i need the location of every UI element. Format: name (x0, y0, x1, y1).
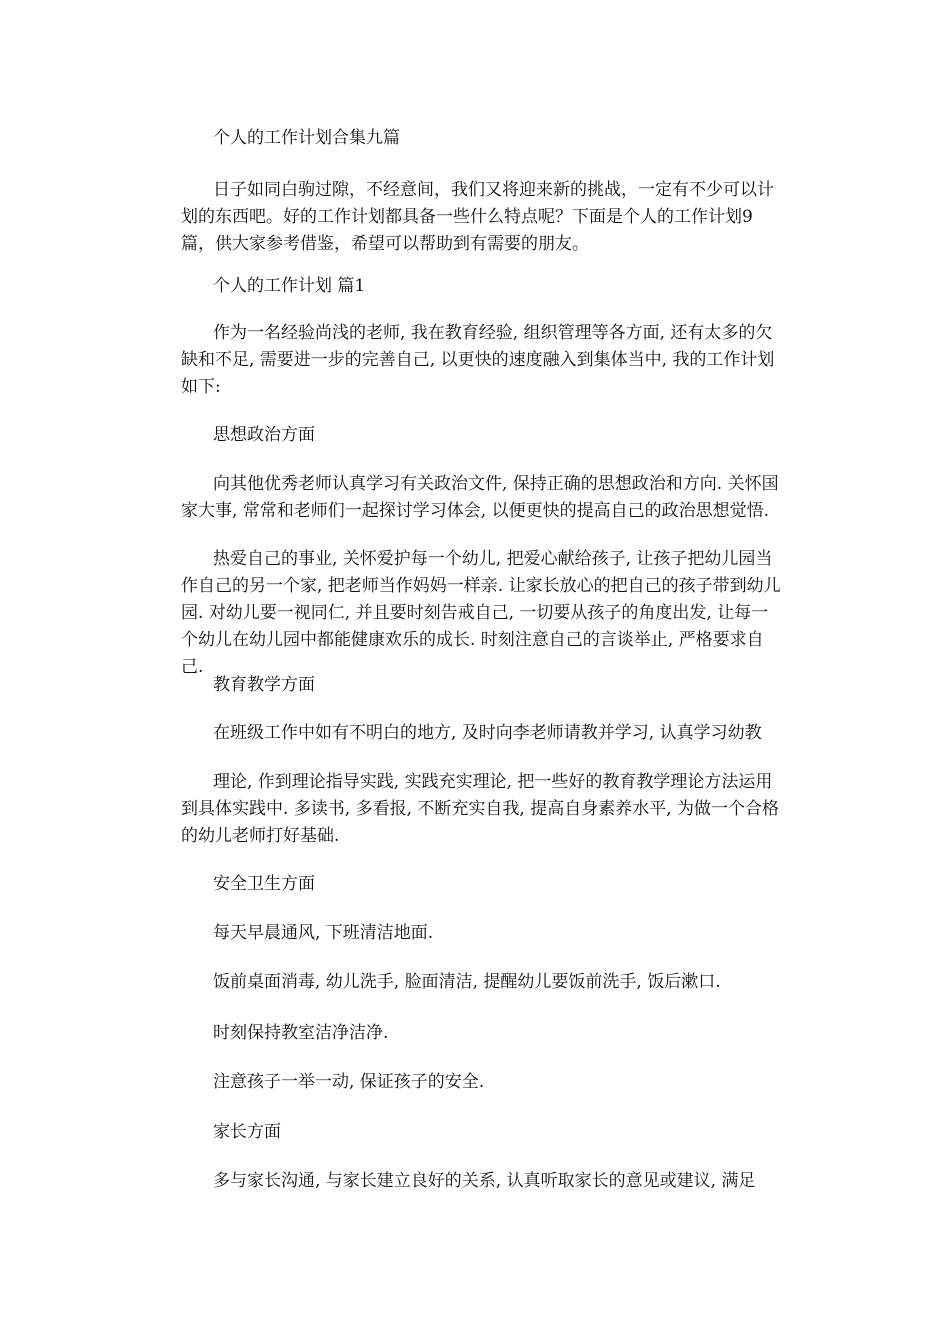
paragraph-5: 理论, 作到理论指导实践, 实践充实理论, 把一些好的教育教学理论方法运用到具体实践中. 多读书, 多看报, 不断充实自我, 提高自身素养水平, 为做一个合格的幼儿老师打好基础. (181, 772, 780, 846)
paragraph-8: 时刻保持教室洁净洁净. (213, 1023, 389, 1043)
document-title: 个人的工作计划合集九篇 (213, 128, 400, 148)
heading-politics: 思想政治方面 (213, 425, 315, 445)
paragraph-4: 在班级工作中如有不明白的地方, 及时向李老师请教并学习, 认真学习幼教 (213, 723, 762, 743)
section-title: 个人的工作计划 篇1 (213, 276, 366, 296)
paragraph-1: 作为一名经验尚浅的老师, 我在教育经验, 组织管理等各方面, 还有太多的欠缺和不足, 需要进一步的完善自己, 以更快的速度融入到集体当中, 我的工作计划如下: (181, 323, 775, 397)
heading-parents: 家长方面 (213, 1122, 281, 1142)
heading-teaching: 教育教学方面 (213, 675, 315, 695)
paragraph-3: 热爱自己的事业, 关怀爱护每一个幼儿, 把爱心献给孩子, 让孩子把幼儿园当作自己的另一个家, 把老师当作妈妈一样亲. 让家长放心的把自己的孩子带到幼儿园. 对幼儿要一视同仁, 并且要时刻告戒自己, 一切要从孩子的角度出发, 让每一个幼儿在幼儿园中都能健康欢乐的成长. 时刻注意自己的言谈举止, 严格要求自己. (181, 549, 781, 677)
paragraph-7: 饭前桌面消毒, 幼儿洗手, 脸面清洁, 提醒幼儿要饭前洗手, 饭后漱口. (213, 972, 721, 992)
intro-paragraph: 日子如同白驹过隙，不经意间，我们又将迎来新的挑战，一定有不少可以计划的东西吧。好的工作计划都具备一些什么特点呢？下面是个人的工作计划9篇，供大家参考借鉴，希望可以帮助到有需要的朋友。 (181, 180, 774, 254)
document-page (181, 0, 781, 1344)
heading-safety: 安全卫生方面 (213, 874, 315, 894)
paragraph-10: 多与家长沟通, 与家长建立良好的关系, 认真听取家长的意见或建议, 满足 (213, 1171, 756, 1191)
paragraph-6: 每天早晨通风, 下班清洁地面. (213, 923, 434, 943)
paragraph-9: 注意孩子一举一动, 保证孩子的安全. (213, 1072, 485, 1092)
paragraph-2: 向其他优秀老师认真学习有关政治文件, 保持正确的思想政治和方向. 关怀国家大事, 常常和老师们一起探讨学习体会, 以便更快的提高自己的政治思想觉悟. (181, 474, 779, 521)
